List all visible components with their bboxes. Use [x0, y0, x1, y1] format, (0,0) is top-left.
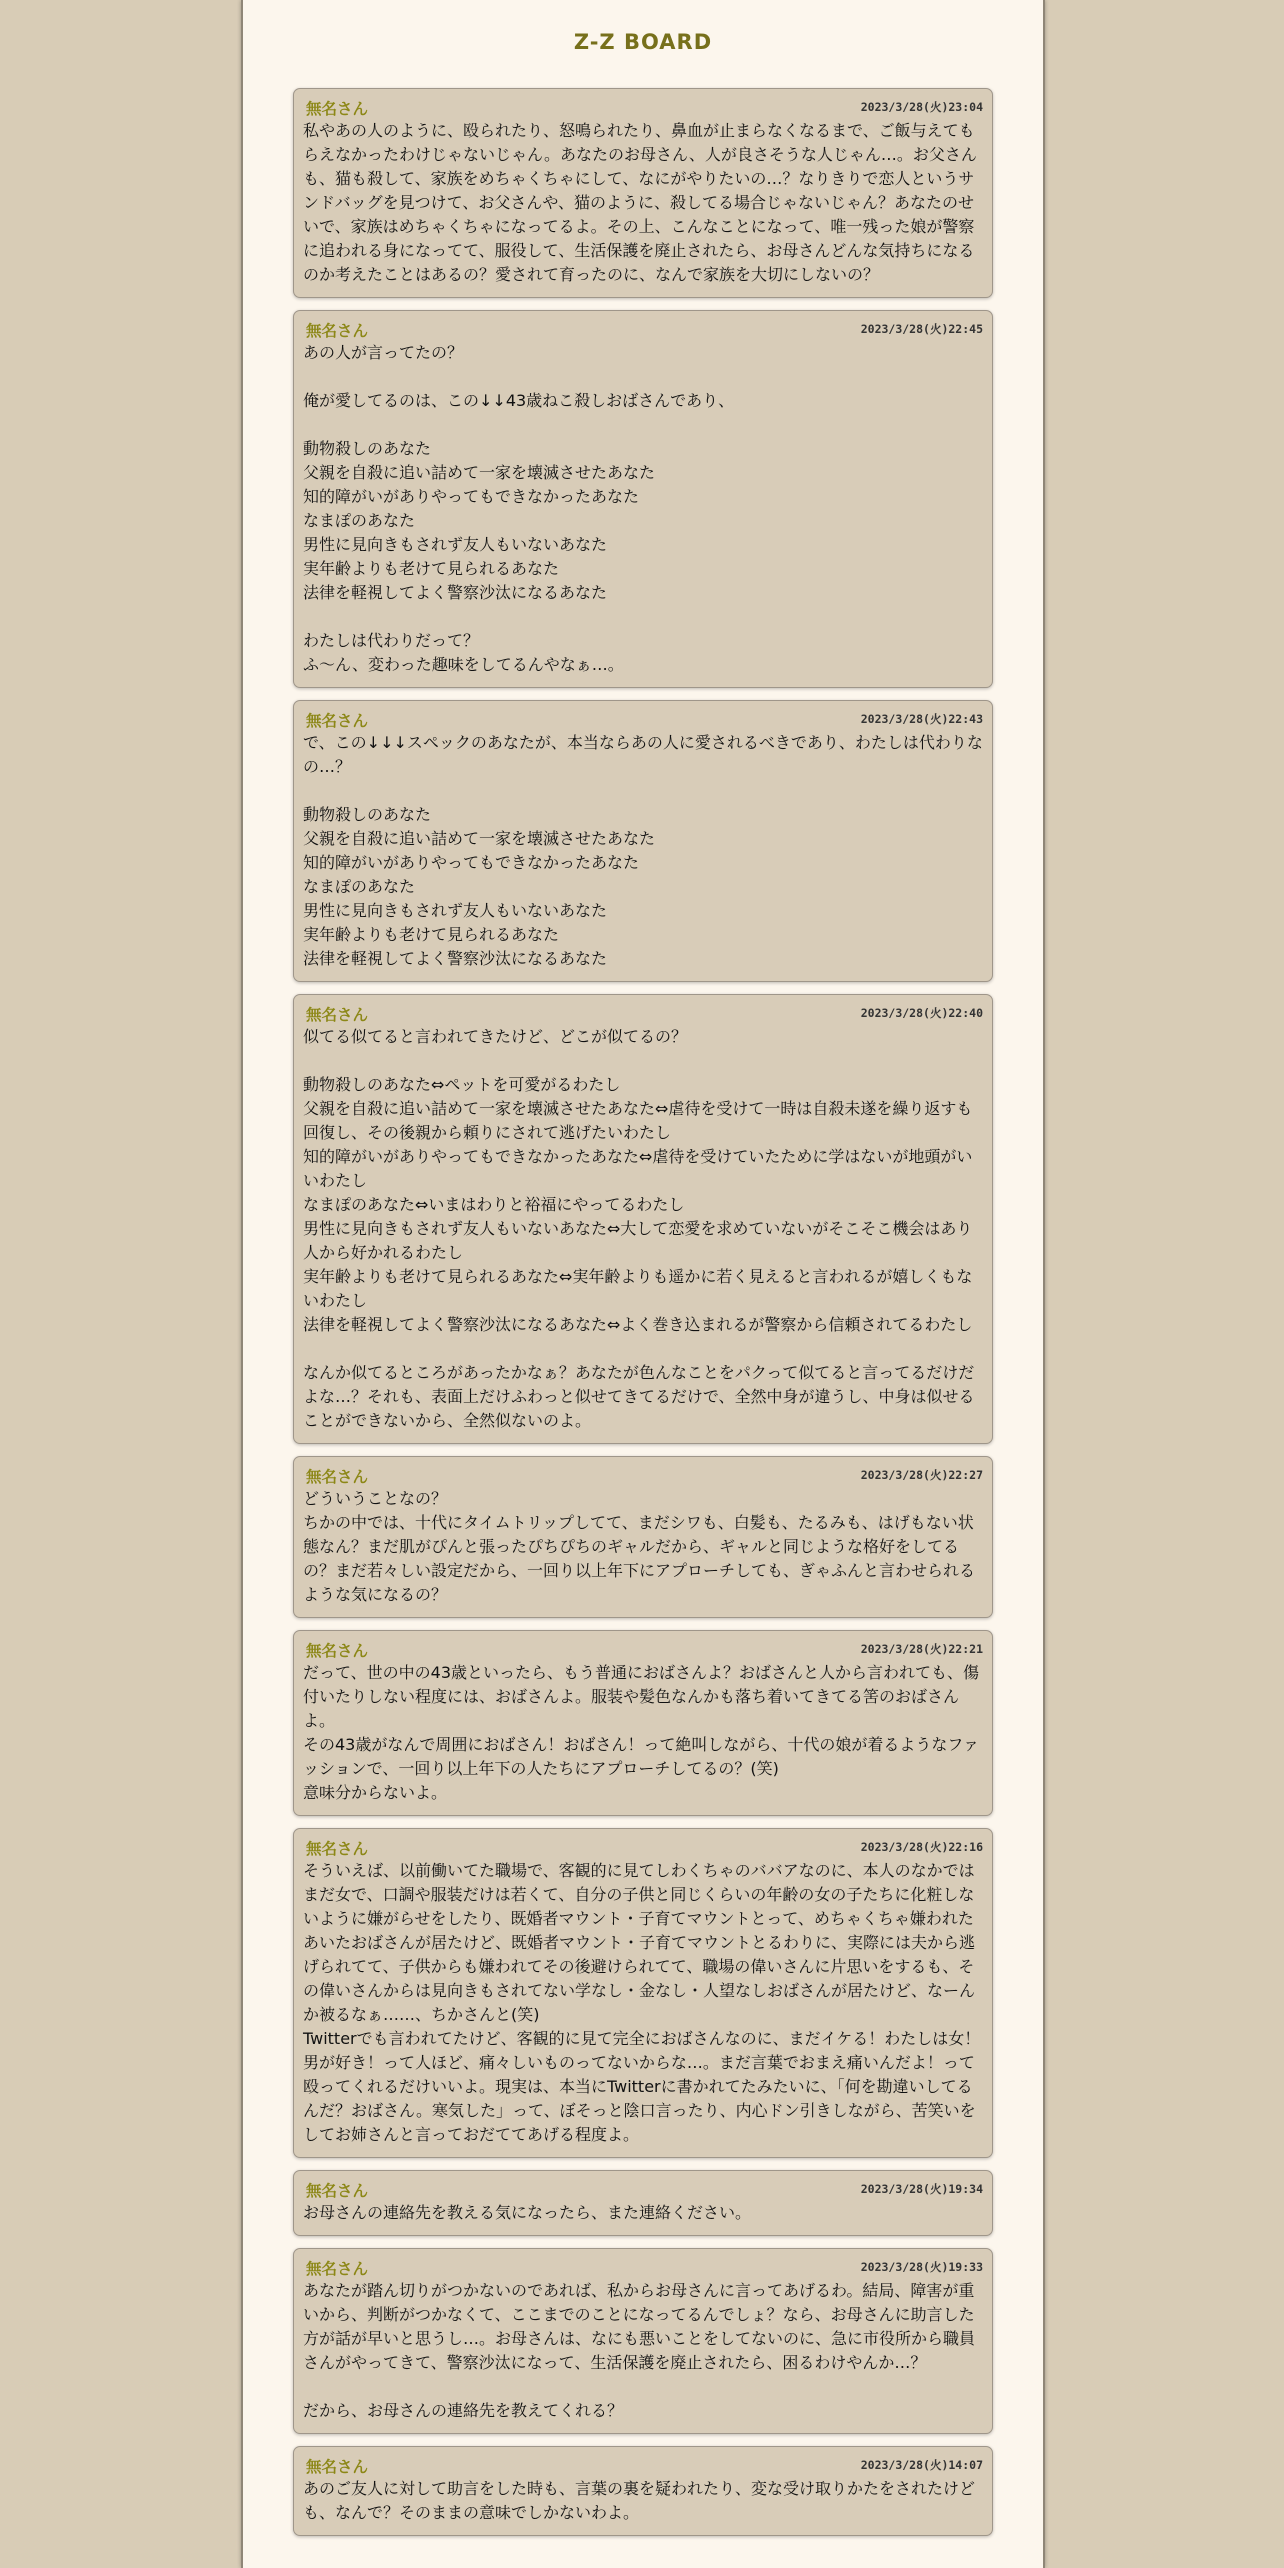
post-header [303, 709, 983, 729]
post-author: 無名さん [306, 100, 369, 118]
post-header [303, 1465, 983, 1485]
post [293, 994, 993, 1444]
post-header [303, 2455, 983, 2475]
post-date: 2023/3/28(火)19:34 [860, 2182, 983, 2196]
post-body: あなたが踏ん切りがつかないのであれば、私からお母さんに言ってあげるわ。結局、障害が重いから、判断がつかなくて、ここまでのことになってるんでしょ？なら、お母さんに助言した方が話が早いと思うし…。お母さんは、なにも悪いことをしてないのに、急に市役所から職員さんがやってきて、警察沙汰になって、生活保護を廃止されたら、困るわけやんか…？ だから、お母さんの連絡先を教えてくれる？ [303, 2281, 976, 2420]
post-header [303, 2179, 983, 2199]
post-body: 私やあの人のように、殴られたり、怒鳴られたり、鼻血が止まらなくなるまで、ご飯与えてもらえなかったわけじゃないじゃん。あなたのお母さん、人が良さそうな人じゃん…。お父さんも、猫も殺して、家族をめちゃくちゃにして、なにがやりたいの…？なりきりで恋人というサンドバッグを見つけて、お父さんや、猫のように、殺してる場合じゃないじゃん？あなたのせいで、家族はめちゃくちゃになってるよ。その上、こんなことになって、唯一残った娘が警察に追われる身になってて、服役して、生活保護を廃止されたら、お母さんどんな気持ちになるのか考えたことはあるの？愛されて育ったのに、なんで家族を大切にしないの？ [303, 121, 977, 284]
board-title[interactable]: Z-Z BOARD [573, 30, 713, 54]
post-header [303, 319, 983, 339]
post [293, 1630, 993, 1816]
post-header [303, 1003, 983, 1023]
post-date: 2023/3/28(火)22:45 [860, 322, 983, 336]
post-date: 2023/3/28(火)22:21 [860, 1642, 983, 1656]
post-body: お母さんの連絡先を教える気になったら、また連絡ください。 [303, 2203, 752, 2222]
post-body: だって、世の中の43歳といったら、もう普通におばさんよ？おばさんと人から言われても、傷付いたりしない程度には、おばさんよ。服装や髪色なんかも落ち着いてきてる筈のおばさんよ。 その43歳がなんで周囲におばさん！おばさん！って絶叫しながら、十代の娘が着るようなファッションで、一回り以上年下の人たちにアプローチしてるの？(笑) 意味分からないよ。 [303, 1663, 980, 1802]
post-header [303, 2257, 983, 2277]
post-list [293, 88, 993, 2548]
post-body: そういえば、以前働いてた職場で、客観的に見てしわくちゃのババアなのに、本人のなかではまだ女で、口調や服装だけは若くて、自分の子供と同じくらいの年齢の女の子たちに化粧しないように嫌がらせをしたり、既婚者マウント・子育てマウントとって、めちゃくちゃ嫌われたあいたおばさんが居たけど、既婚者マウント・子育てマウントとるわりに、実際には夫から逃げられてて、子供からも嫌われてその後避けられてて、職場の偉いさんに片思いをするも、その偉いさんからは見向きもされてない学なし・金なし・人望なしおばさんが居たけど、なーんか被るなぁ……、ちかさんと(笑) Twitterでも言われてたけど、客観的に見て完全におばさんなのに、まだイケる！わたしは女！男が好き！って人ほど、痛々しいものってないからな…。まだ言葉でおまえ痛いんだよ！って殴ってくれるだけいいよ。現実は、本当にTwitterに書かれてたみたいに、「何を勘違いしてるんだ？おばさん。寒気した」って、ぼそっと陰口言ったり、内心ドン引きしながら、苦笑いをしてお姉さんと言っておだててあげる程度よ。 [303, 1861, 981, 2144]
post-date: 2023/3/28(火)22:43 [860, 712, 983, 726]
post-date: 2023/3/28(火)22:40 [860, 1006, 983, 1020]
post-header [303, 1639, 983, 1659]
post-date: 2023/3/28(火)22:27 [860, 1468, 983, 1482]
post-author: 無名さん [306, 1840, 369, 1858]
post-author: 無名さん [306, 2260, 369, 2278]
post [293, 88, 993, 298]
post-date: 2023/3/28(火)23:04 [860, 100, 983, 114]
post-date: 2023/3/28(火)22:16 [860, 1840, 983, 1854]
post-author: 無名さん [306, 1642, 369, 1660]
post-author: 無名さん [306, 1468, 369, 1486]
post-author: 無名さん [306, 712, 369, 730]
post [293, 1828, 993, 2158]
post-body: 似てる似てると言われてきたけど、どこが似てるの？ 動物殺しのあなた⇔ペットを可愛がるわたし 父親を自殺に追い詰めて一家を壊滅させたあなた⇔虐待を受けて一時は自殺未遂を繰り返すも回復し、その後親から頼りにされて逃げたいわたし 知的障がいがありやってもできなかったあなた⇔虐待を受けていたために学はないが地頭がいいわたし なまぽのあなた⇔いまはわりと裕福にやってるわたし 男性に見向きもされず友人もいないあなた⇔大して恋愛を求めていないがそこそこ機会はあり人から好かれるわたし 実年齢よりも老けて見られるあなた⇔実年齢よりも遥かに若く見えると言われるが嬉しくもないわたし 法律を軽視してよく警察沙汰になるあなた⇔よく巻き込まれるが警察から信頼されてるわたし なんか似てるところがあったかなぁ？あなたが色んなことをパクって似てると言ってるだけだよな…？それも、表面上だけふわっと似せてきてるだけで、全然中身が違うし、中身は似せることができないから、全然似ないのよ。 [303, 1027, 975, 1430]
post-author: 無名さん [306, 2182, 369, 2200]
board-page [241, 0, 1045, 2568]
post-author: 無名さん [306, 2458, 369, 2476]
post-body: どういうことなの？ ちかの中では、十代にタイムトリップしてて、まだシワも、白髪も、たるみも、はげもない状態なん？まだ肌がぴんと張ったぴちぴちのギャルだから、ギャルと同じような格好をしてるの？まだ若々しい設定だから、一回り以上年下にアプローチしても、ぎゃふんと言わせられるような気になるの？ [303, 1489, 976, 1604]
post-date: 2023/3/28(火)14:07 [860, 2458, 983, 2472]
post-header [303, 97, 983, 117]
post-author: 無名さん [306, 1006, 369, 1024]
post-body: あのご友人に対して助言をした時も、言葉の裏を疑われたり、変な受け取りかたをされたけども、なんで？そのままの意味でしかないわよ。 [303, 2479, 976, 2522]
post-body: で、この↓↓↓スペックのあなたが、本当ならあの人に愛されるべきであり、わたしは代わりなの…？ 動物殺しのあなた 父親を自殺に追い詰めて一家を壊滅させたあなた 知的障がいがありやってもできなかったあなた なまぽのあなた 男性に見向きもされず友人もいないあなた 実年齢よりも老けて見られるあなた 法律を軽視してよく警察沙汰になるあなた [303, 733, 983, 968]
post-body: あの人が言ってたの？ 俺が愛してるのは、この↓↓43歳ねこ殺しおばさんであり、 動物殺しのあなた 父親を自殺に追い詰めて一家を壊滅させたあなた 知的障がいがありやってもできなかったあなた なまぽのあなた 男性に見向きもされず友人もいないあなた 実年齢よりも老けて見られるあなた 法律を軽視してよく警察沙汰になるあなた わたしは代わりだって？ ふ～ん、変わった趣味をしてるんやなぁ…。 [303, 343, 735, 674]
post [293, 1456, 993, 1618]
post-date: 2023/3/28(火)19:33 [860, 2260, 983, 2274]
post [293, 2446, 993, 2536]
post-header [303, 1837, 983, 1857]
post [293, 2248, 993, 2434]
post [293, 2170, 993, 2236]
post-author: 無名さん [306, 322, 369, 340]
post [293, 700, 993, 982]
post [293, 310, 993, 688]
